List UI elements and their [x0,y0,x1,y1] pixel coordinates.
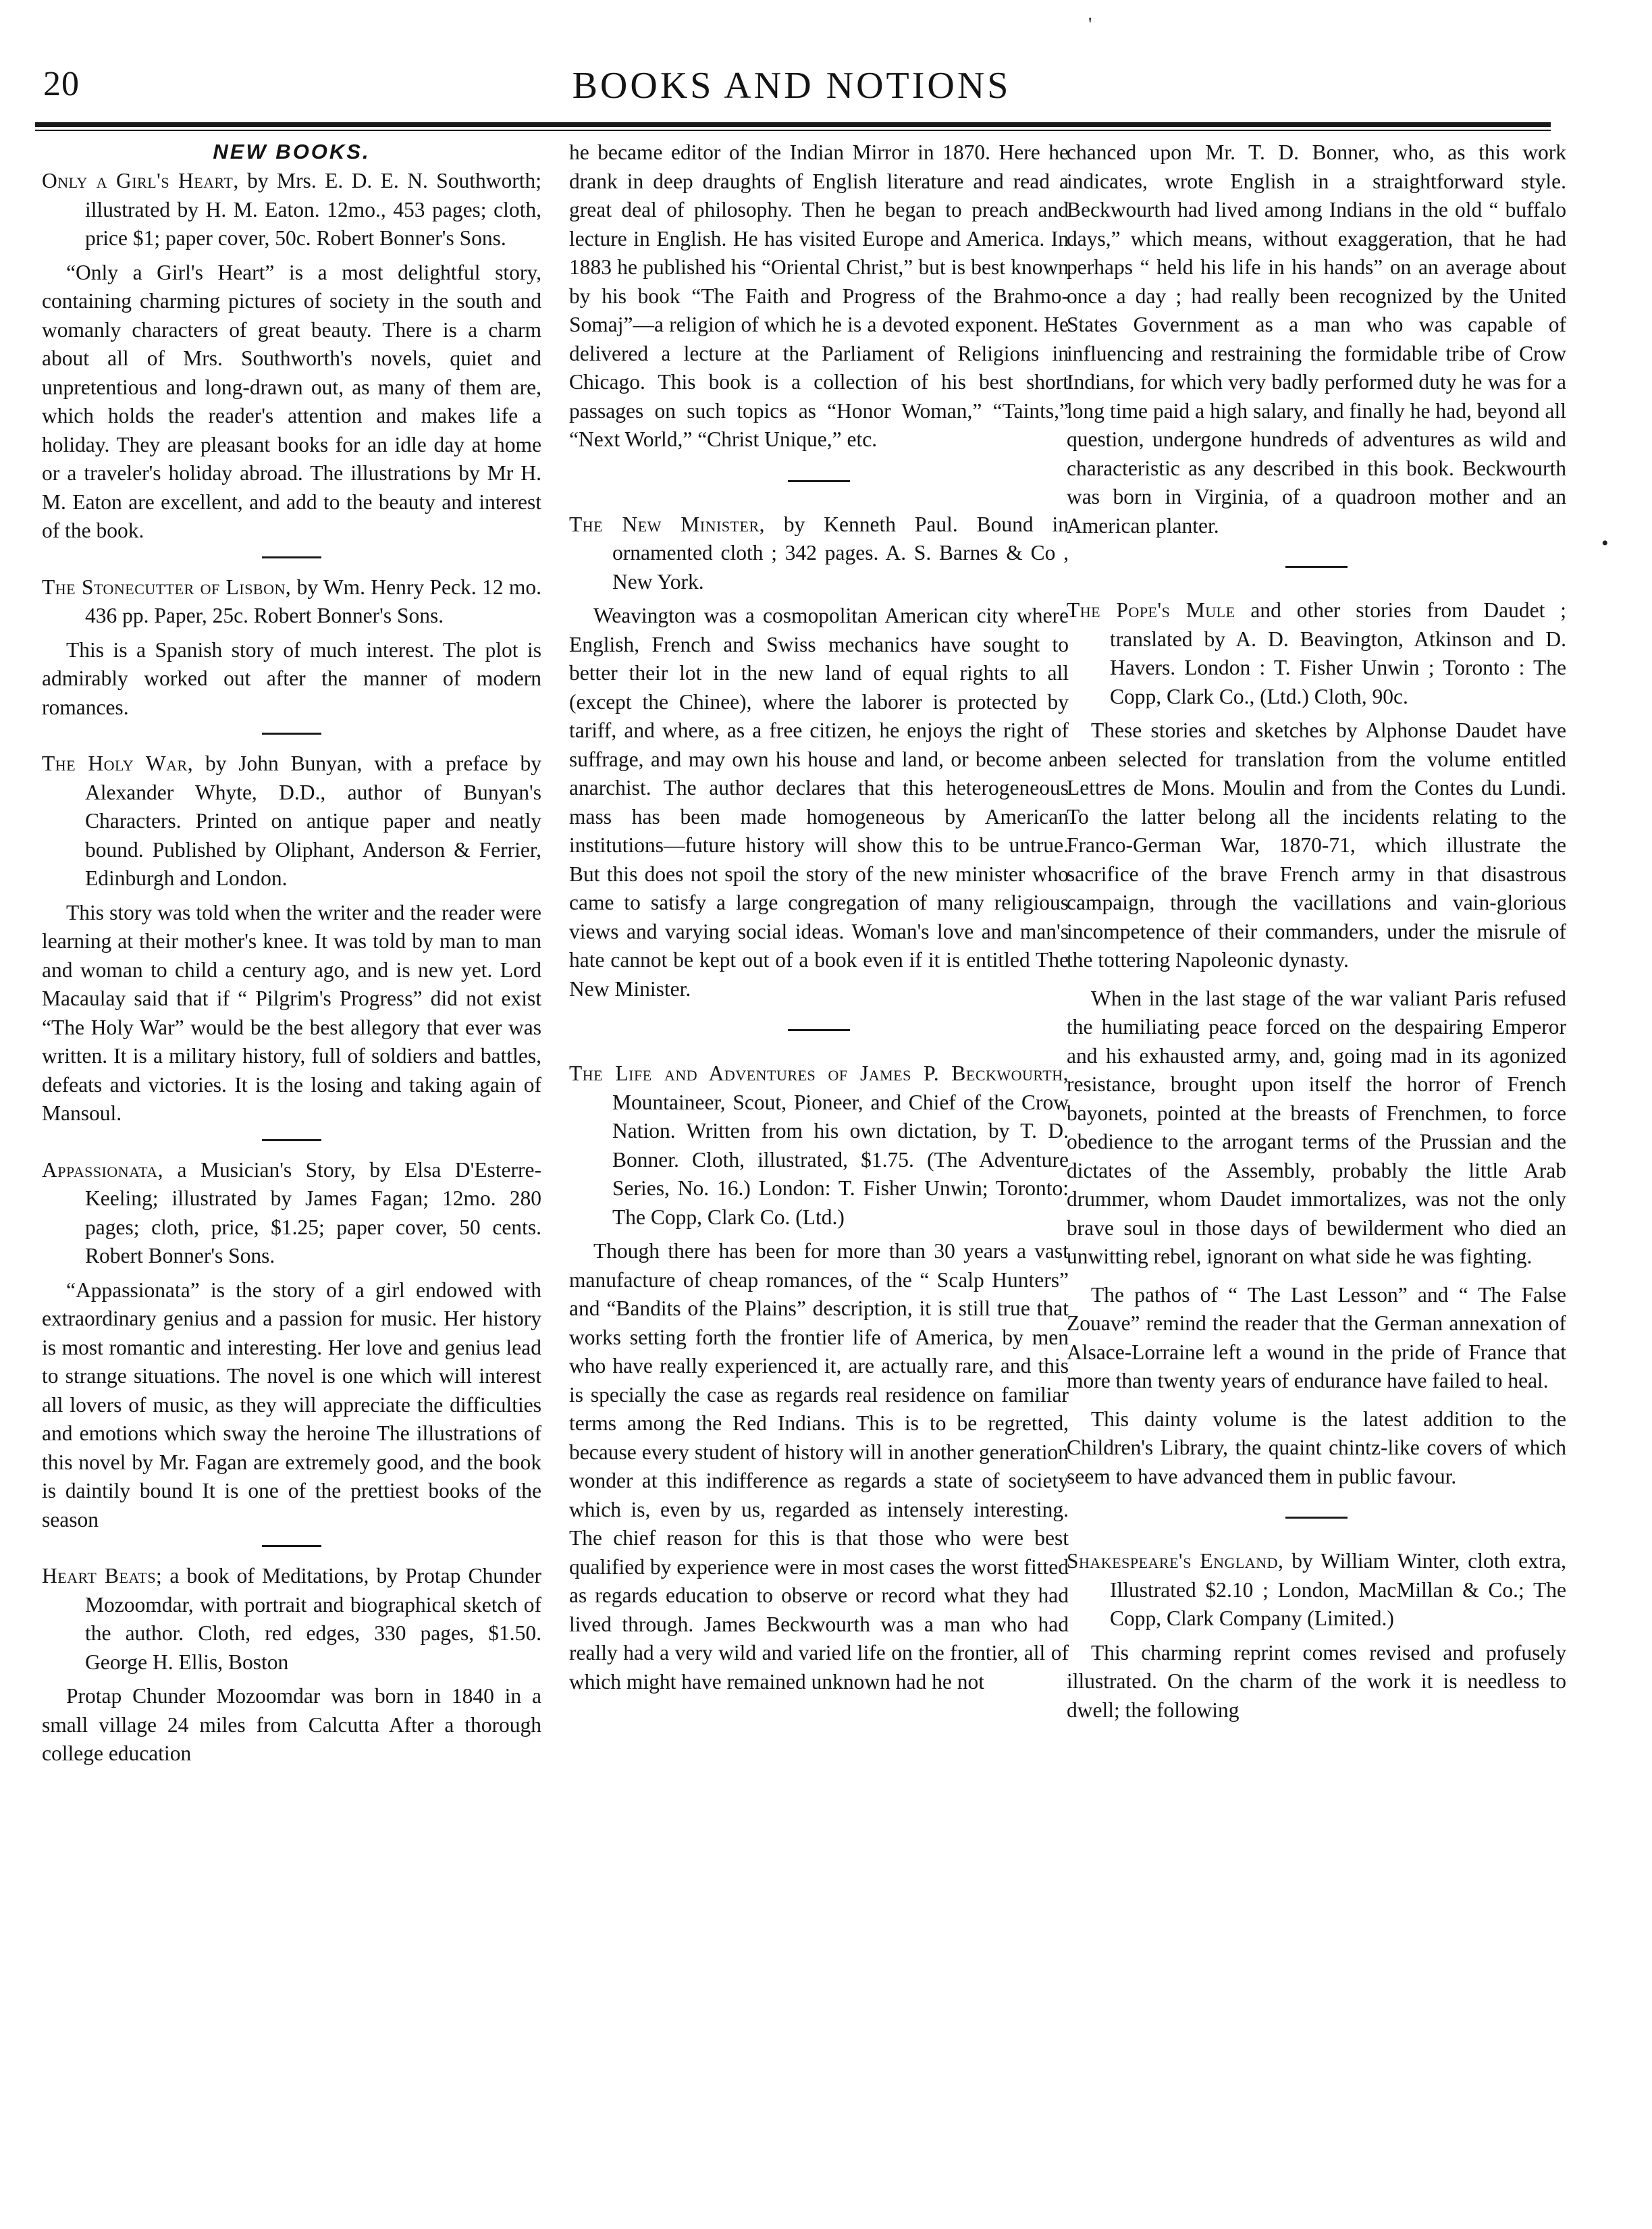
review-paragraph: These stories and sketches by Alphonse Daudet have been selected for translation from the volume entitled Lettres de Mons. Moulin and from the Contes du Lundi. To the latter belong all the incidents relating to the Franco-German War, 1870-71, which illustrate the sacrifice of the brave French army in that disastrous campaign, through the vacillations and vain-glorious incompetence of their commanders, under the misrule of the tottering Napoleonic dynasty. [1067,718,1566,972]
print-speck: ' [1088,14,1092,36]
review-paragraph: chanced upon Mr. T. D. Bonner, who, as this work indicates, wrote English in a straightforward style. Beckwourth had lived among Indians in the old “ buffalo days,” which means, without exaggeration, that he had perhaps “ held his life in his hands” on an average about once a day ; had really been recognized by the United States Government as a man who was capable of influencing and restraining the formidable tribe of Crow Indians, for which very badly performed duty he was for a long time paid a high salary, and finally he had, beyond all question, undergone hundreds of adventures as wild and characteristic as any described in this book. Beckwourth was born in Virginia, of a quadroon mother and an American planter. [1067,140,1566,537]
entry-citation [569,1059,1069,1232]
review-paragraph: Though there has been for more than 30 years a vast manufacture of cheap romances, of the “ Scalp Hunters” and “Bandits of the Plains” description, it is still true that works setting forth the frontier life of America, by men who have really experienced it, are actually rare, and this is specially the case as regards real residence on familiar terms among the Red Indians. This is to be regretted, because every student of history will in another generation wonder at this indifference as regards a state of society which is, even by us, regarded as intensely interesting. The chief reason for this is that those who were best qualified by experience were in most cases the worst fitted as regards education to observe or record what they had lived through. James Beckwourth was a man who had really had a very wild and varied life on the frontier, all of which might have remained unknown had he not [569,1239,1069,1694]
review-paragraph: This is a Spanish story of much interest. The plot is admirably worked out after the manner of modern romances. [42,637,541,719]
entry-citation [42,1156,541,1271]
page-number: 20 [43,65,80,103]
separator-rule [262,1545,321,1547]
header-rule [35,122,1551,127]
separator-rule [788,1029,850,1031]
book-details: by Mrs. E. D. E. N. Southworth; illustrated by H. M. Eaton. 12mo., 453 pages; cloth, price $1; paper cover, 50c. Robert Bonner's Sons. [85,169,541,250]
review-paragraph: This charming reprint comes revised and profusely illustrated. On the charm of the work it is needless to dwell; the following [1067,1640,1566,1722]
review-paragraph: This story was told when the writer and the reader were learning at their mother's knee. It was told by man to man and woman to child a century ago, and is new yet. Lord Macaulay said that if “ Pilgrim's Progress” did not exist “The Holy War” would be the best allegory that ever was written. It is a military history, full of soldiers and battles, defeats and victories. It is the losing and taking again of Mansoul. [42,900,541,1125]
book-entry [1067,596,1566,1491]
review-paragraph: Weavington was a cosmopolitan American city where English, French and Swiss mechanics have sought to better their lot in the new land of equal rights to all (except the Chinee), where the laborer is protected by tariff, and where, as a free citizen, he enjoys the right of suffrage, and may own his house and land, or become an anarchist. The author declares that this heterogeneous mass has been made homogeneous by American institutions—future history will show this to be untrue. But this does not spoil the story of the new minister who came to satisfy a large congregation of many religious views and varying social ideas. Woman's love and man's hate cannot be kept out of a book even if it is entitled The New Minister. [569,604,1069,1001]
review-paragraph: The pathos of “ The Last Lesson” and “ The False Zouave” remind the reader that the German annexation of Alsace-Lorraine left a wound in the pride of France that more than twenty years of endurance have failed to heal. [1067,1282,1566,1392]
section-heading: NEW BOOKS. [213,140,371,163]
book-title: The Pope's Mule [1067,598,1235,622]
review-paragraph: When in the last stage of the war valiant Paris refused the humiliating peace forced on the despairing Emperor and his exhausted army, and, going mad in its agonized resistance, brought upon itself the horror of French bayonets, pointed at the breasts of Frenchmen, to force obedience to the arrogant terms of the Prussian and the dictates of the Assembly, probably the little Arab drummer, whom Daudet immortalizes, was not the only brave soul in those days of bewilderment who died an unwitting rebel, ignorant on what side he was fighting. [1067,986,1566,1268]
book-entry [569,510,1069,1004]
separator-rule [788,480,850,482]
book-title: The Holy War, [42,752,194,775]
book-title: Shakespeare's England, [1067,1549,1284,1573]
review-paragraph: This dainty volume is the latest addition to the Children's Library, the quaint chintz-like covers of which seem to have advanced them in public favour. [1067,1407,1566,1488]
book-entry [42,573,541,723]
book-entry [42,1156,541,1535]
review-paragraph: “Only a Girl's Heart” is a most delightful story, containing charming pictures of society in the south and womanly characters of great beauty. There is a charm about all of Mrs. Southworth's novels, quiet and unpretentious and long-drawn out, as many of them are, which holds the reader's attention and makes life a holiday. They are pleasant books for an idle day at home or a traveler's holiday abroad. The illustrations by Mr H. M. Eaton are excellent, and add to the beauty and interest of the book. [42,260,541,542]
column-3 [1067,138,1566,1725]
separator-rule [1285,1517,1348,1519]
separator-rule [262,733,321,735]
entry-citation [42,167,541,253]
book-details: by Kenneth Paul. Bound in ornamented cloth ; 342 pages. A. S. Barnes & Co , New York. [612,512,1069,594]
entry-citation [569,510,1069,597]
entry-citation [42,1562,541,1677]
book-details: Mountaineer, Scout, Pioneer, and Chief of the Crow Nation. Written from his own dictation, by T. D. Bonner. Cloth, illustrated, $1.75. (The Adventure Series, No. 16.) London: T. Fisher Unwin; Toronto: The Copp, Clark Co. (Ltd.) [612,1090,1069,1229]
entry-citation [1067,1547,1566,1633]
book-details: a book of Meditations, by Protap Chunder Mozoomdar, with portrait and biographical sketch of the author. Cloth, red edges, 330 pages, $1.50. George H. Ellis, Boston [85,1564,541,1674]
book-entry-continued [569,138,1069,454]
review-paragraph: “Appassionata” is the story of a girl endowed with extraordinary genius and a passion for music. Her history is most romantic and interesting. Her love and genius lead to strange situations. The novel is one which will interest all lovers of music, as they will appreciate the difficulties and emotions which sway the heroine The illustrations of this novel by Mr. Fagan are extremely good, and the book is daintily bound It is one of the prettiest books of the season [42,1278,541,1531]
book-entry [1067,1547,1566,1725]
column-1 [42,138,541,1768]
separator-rule [262,556,321,558]
book-title: Heart Beats; [42,1564,163,1588]
book-title: Only a Girl's Heart, [42,169,239,192]
separator-rule [262,1139,321,1141]
page-header [32,64,1551,118]
book-details: by John Bunyan, with a preface by Alexander Whyte, D.D., author of Bunyan's Characters. Printed on antique paper and neatly bound. Published by Oliphant, Anderson & Ferrier, Edinburgh and London. [85,752,541,890]
book-entry [42,750,541,1128]
entry-citation [42,750,541,893]
book-details: and other stories from Daudet ; translated by A. D. Beavington, Atkinson and D. Havers. London : T. Fisher Unwin ; Toronto : The Copp, Clark Co., (Ltd.) Cloth, 90c. [1110,598,1566,708]
header-rule-thin [35,130,1551,131]
book-entry [42,1562,541,1768]
print-speck: • [1601,532,1609,554]
review-paragraph: he became editor of the Indian Mirror in 1870. Here he drank in deep draughts of English literature and read a great deal of philosophy. Then he began to preach and lecture in English. He has visited Europe and America. In 1883 he published his “Oriental Christ,” but is best known by his book “The Faith and Progress of the Brahmo-Somaj”—a religion of which he is a devoted exponent. He delivered a lecture at the Parliament of Religions in Chicago. This book is a collection of his best short passages on such topics as “Honor Woman,” “Taints,” “Next World,” “Christ Unique,” etc. [569,140,1069,451]
entry-citation [1067,596,1566,711]
page-title: BOOKS AND NOTIONS [572,65,1011,107]
book-details: by William Winter, cloth extra, Illustrated $2.10 ; London, MacMillan & Co.; The Copp, Clark Company (Limited.) [1110,1549,1566,1630]
book-title: The Life and Adventures of James P. Beckwourth, [569,1061,1069,1085]
entry-citation [42,573,541,631]
book-details: a Musician's Story, by Elsa D'Esterre-Keeling; illustrated by James Fagan; 12mo. 280 pages; cloth, price, $1.25; paper cover, 50 cents. Robert Bonner's Sons. [85,1157,541,1267]
book-details: by Wm. Henry Peck. 12 mo. 436 pp. Paper, 25c. Robert Bonner's Sons. [85,575,541,627]
book-entry-continued [1067,138,1566,540]
separator-rule [1285,566,1348,568]
book-title: The New Minister, [569,512,765,536]
book-title: Appassionata, [42,1157,164,1182]
review-paragraph: Protap Chunder Mozoomdar was born in 1840 in a small village 24 miles from Calcutta After a thorough college education [42,1684,541,1765]
column-2 [569,138,1069,1696]
book-title: The Stonecutter of Lisbon, [42,575,292,599]
book-entry [569,1059,1069,1696]
book-entry [42,167,541,546]
